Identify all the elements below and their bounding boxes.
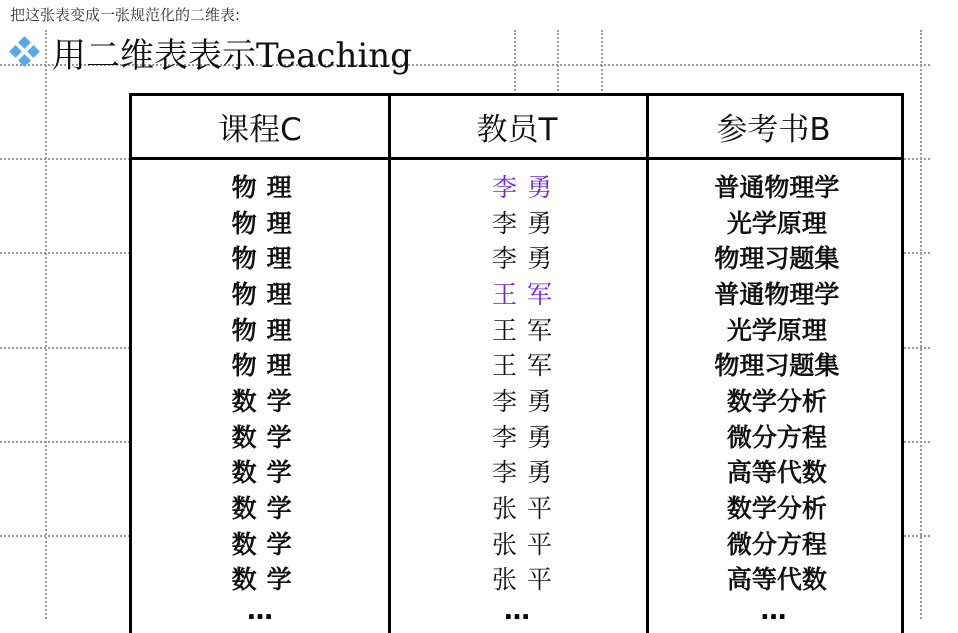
- cell-teacher: 李勇: [491, 422, 562, 452]
- cell-book: 物理习题集: [714, 351, 840, 381]
- table-row: [132, 418, 901, 454]
- cell-book: 光学原理: [726, 315, 827, 345]
- cell-book: 光学原理: [726, 208, 827, 238]
- table-row: [132, 561, 901, 597]
- cell-book: 普通物理学: [714, 172, 840, 202]
- guide-line: [920, 30, 922, 619]
- instruction-text: 把这张表变成一张规范化的二维表:: [10, 6, 241, 24]
- cell-course: 物理: [231, 208, 302, 238]
- table-row: [132, 489, 901, 525]
- table-row: [132, 382, 901, 418]
- cell-teacher: 张平: [491, 529, 562, 559]
- cell-teacher: 李勇: [491, 458, 562, 488]
- table-row: [132, 454, 901, 490]
- cell-teacher: 王军: [491, 315, 562, 345]
- cell-course: 数学: [231, 422, 302, 452]
- cell-course: 数学: [231, 494, 302, 524]
- table-row-ellipsis: [132, 596, 901, 626]
- cell-teacher: 李勇: [491, 244, 562, 274]
- cell-course: 数学: [231, 458, 302, 488]
- header-course: 课程C: [218, 112, 302, 148]
- table-row: [132, 275, 901, 311]
- cell-teacher: 李勇: [491, 172, 562, 202]
- cell-teacher: 张平: [491, 565, 562, 595]
- cell-book: 微分方程: [726, 529, 827, 559]
- cell-course: 数学: [231, 529, 302, 559]
- cell-book: 数学分析: [726, 494, 827, 524]
- table-row: [132, 311, 901, 347]
- cell-book: 微分方程: [726, 422, 827, 452]
- cell-book: 普通物理学: [714, 279, 840, 309]
- slide-title-text: 用二维表表示Teaching: [52, 35, 412, 76]
- cell-course: 数学: [231, 386, 302, 416]
- cell-teacher: 王军: [491, 279, 562, 309]
- cell-book: 高等代数: [726, 565, 827, 595]
- four-diamond-bullet-icon: [10, 37, 40, 67]
- table-row: [132, 168, 901, 204]
- cell-book: 数学分析: [726, 386, 827, 416]
- ellipsis: …: [504, 596, 530, 627]
- cell-book: 高等代数: [726, 458, 827, 488]
- cell-course: 物理: [231, 351, 302, 381]
- ellipsis: …: [247, 596, 273, 627]
- cell-course: 物理: [231, 244, 302, 274]
- ellipsis: …: [760, 596, 787, 627]
- table-row: [132, 346, 901, 382]
- cell-course: 数学: [231, 565, 302, 595]
- cell-teacher: 李勇: [491, 386, 562, 416]
- teaching-table: [129, 93, 904, 633]
- table-row: [132, 525, 901, 561]
- table-body: [132, 168, 901, 626]
- table-row: [132, 204, 901, 240]
- guide-line: [45, 30, 47, 619]
- cell-book: 物理习题集: [714, 244, 840, 274]
- header-book: 参考书B: [716, 112, 831, 148]
- cell-course: 物理: [231, 172, 302, 202]
- cell-teacher: 张平: [491, 494, 562, 524]
- cell-teacher: 李勇: [491, 208, 562, 238]
- header-teacher: 教员T: [476, 112, 558, 148]
- cell-teacher: 王军: [491, 351, 562, 381]
- cell-course: 物理: [231, 279, 302, 309]
- cell-course: 物理: [231, 315, 302, 345]
- slide-title: [10, 30, 412, 74]
- table-header: [132, 96, 901, 160]
- table-row: [132, 239, 901, 275]
